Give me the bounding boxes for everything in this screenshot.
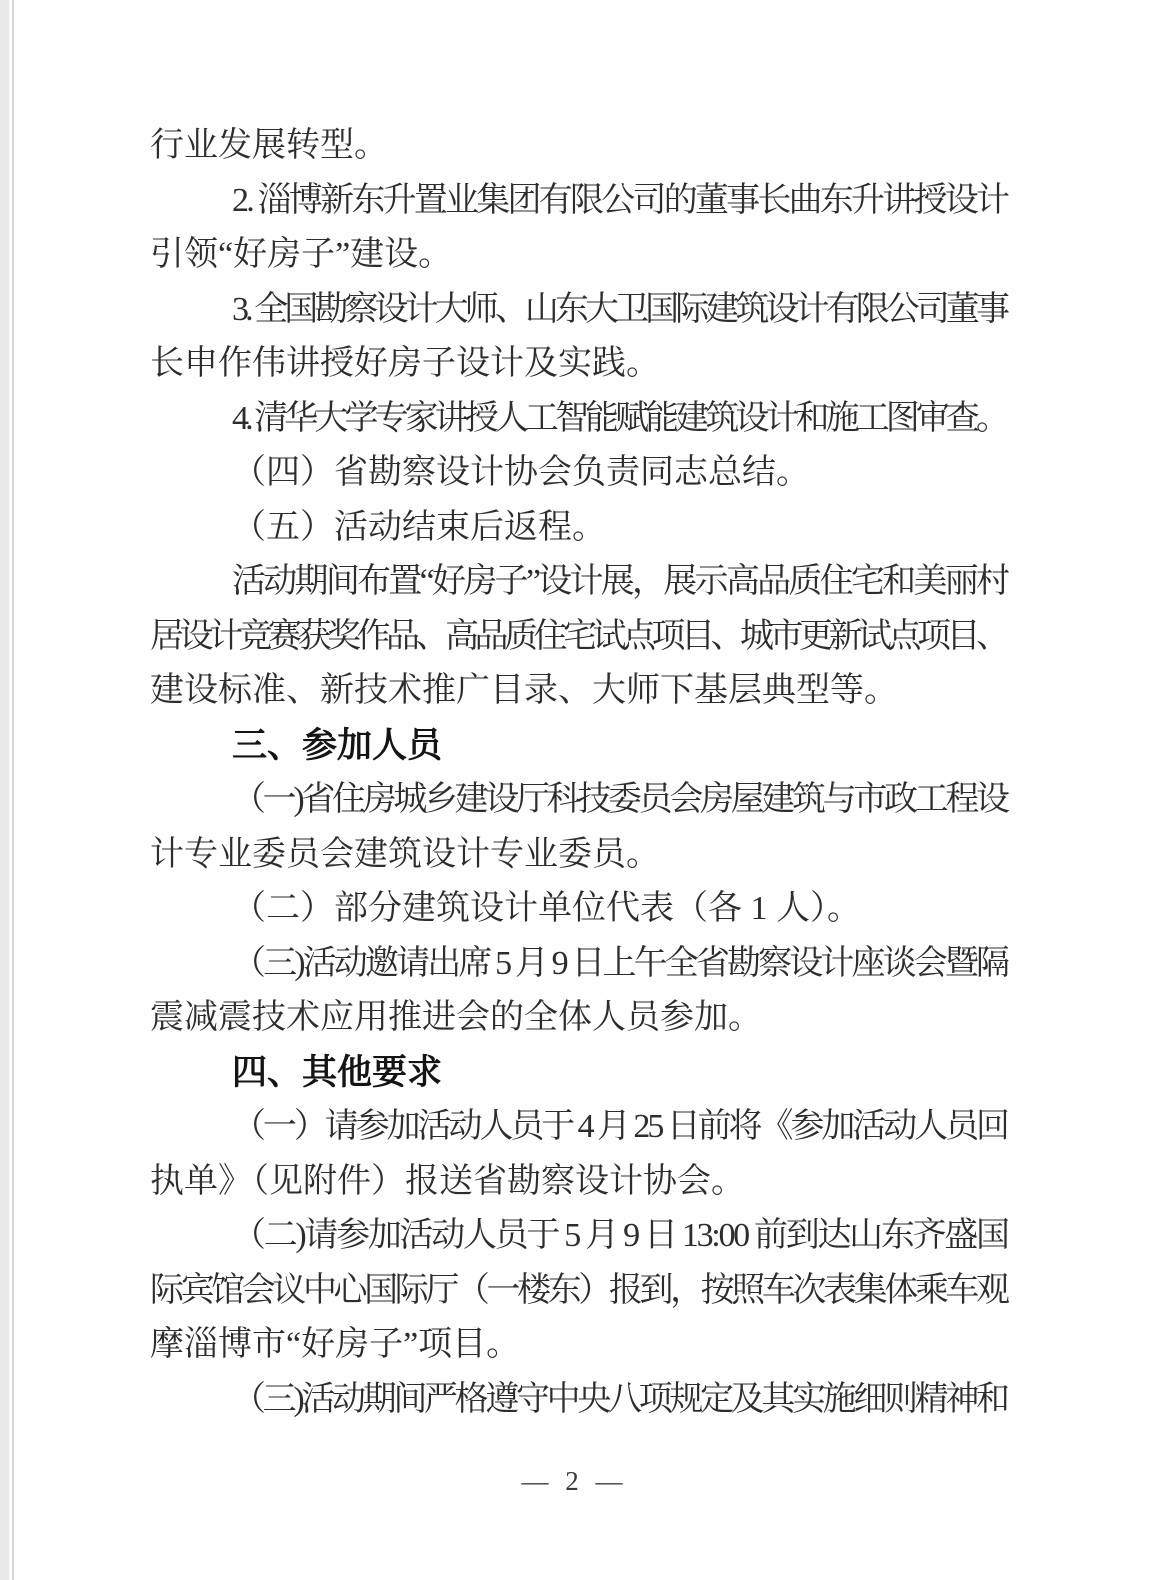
text-line-content: 震减震技术应用推进会的全体人员参加。: [150, 999, 762, 1036]
text-line: [150, 1264, 1010, 1319]
text-line: [150, 828, 1010, 883]
text-line-content: （二)请参加活动人员于 5 月 9 日 13:00 前到达山东齐盛国: [232, 1217, 1008, 1254]
text-line: [150, 555, 1010, 610]
text-line: [150, 882, 1010, 937]
text-line: [150, 174, 1010, 229]
page-number-label: — 2 —: [521, 1466, 628, 1496]
text-line-content: 三、参加人员: [232, 725, 443, 765]
text-line-content: 计专业委员会建筑设计专业委员。: [150, 835, 660, 873]
text-line-content: （五）活动结束后返程。: [232, 508, 606, 546]
text-line: [150, 119, 1010, 174]
text-line: [150, 1373, 1010, 1428]
text-line: [150, 773, 1010, 828]
section-heading: [150, 1046, 1010, 1101]
document-body: [150, 119, 1010, 1427]
text-line-content: 引领“好房子”建设。: [150, 236, 453, 273]
text-line: [150, 937, 1010, 992]
text-line: [150, 1100, 1010, 1155]
text-line-content: 际宾馆会议中心国际厅（一楼东）报到，按照车次表集体乘车观: [150, 1271, 1007, 1309]
text-line: [150, 991, 1010, 1046]
text-line-content: 4. 清华大学专家讲授人工智能赋能建筑设计和施工图审查。: [232, 399, 1007, 437]
text-line: [150, 1318, 1010, 1373]
text-line-content: （三)活动期间严格遵守中央八项规定及其实施细则精神和: [232, 1380, 1007, 1418]
text-line-content: （二）部分建筑设计单位代表（各 1 人）。: [232, 890, 861, 927]
section-heading: [150, 719, 1010, 774]
text-line-content: （一)省住房城乡建设厅科技委员会房屋建筑与市政工程设: [232, 781, 1007, 818]
text-line: [150, 392, 1010, 447]
text-line: [150, 337, 1010, 392]
text-line: [150, 664, 1010, 719]
text-line: [150, 1209, 1010, 1264]
text-line: [150, 228, 1010, 283]
text-line: [150, 1155, 1010, 1210]
text-line: [150, 501, 1010, 556]
text-line-content: 长申作伟讲授好房子设计及实践。: [150, 345, 660, 382]
text-line: [150, 283, 1010, 338]
text-line-content: （四）省勘察设计协会负责同志总结。: [232, 454, 810, 491]
text-line-content: 行业发展转型。: [150, 127, 388, 164]
text-line-content: 活动期间布置“好房子”设计展，展示高品质住宅和美丽村: [232, 563, 1008, 600]
text-line: [150, 446, 1010, 501]
scan-edge-line: [12, 0, 14, 1580]
text-line-content: 执单》（见附件）报送省勘察设计协会。: [150, 1162, 745, 1200]
page-number: [0, 1466, 1149, 1497]
text-line-content: 3. 全国勘察设计大师、山东大卫国际建筑设计有限公司董事: [232, 290, 1007, 328]
text-line-content: （三)活动邀请出席 5 月 9 日上午全省勘察设计座谈会暨隔: [232, 944, 1008, 982]
text-line-content: 建设标准、新技术推广目录、大师下基层典型等。: [150, 672, 898, 709]
text-line-content: 2. 淄博新东升置业集团有限公司的董事长曲东升讲授设计: [232, 181, 1008, 219]
text-line-content: 居设计竞赛获奖作品、高品质住宅试点项目、城市更新试点项目、: [150, 617, 1006, 655]
text-line-content: 四、其他要求: [232, 1052, 443, 1092]
scan-edge-strip: [0, 0, 9, 1580]
text-line-content: 摩淄博市“好房子”项目。: [150, 1326, 521, 1363]
text-line-content: （一）请参加活动人员于 4 月 25 日前将《参加活动人员回: [232, 1108, 1007, 1145]
text-line: [150, 610, 1010, 665]
